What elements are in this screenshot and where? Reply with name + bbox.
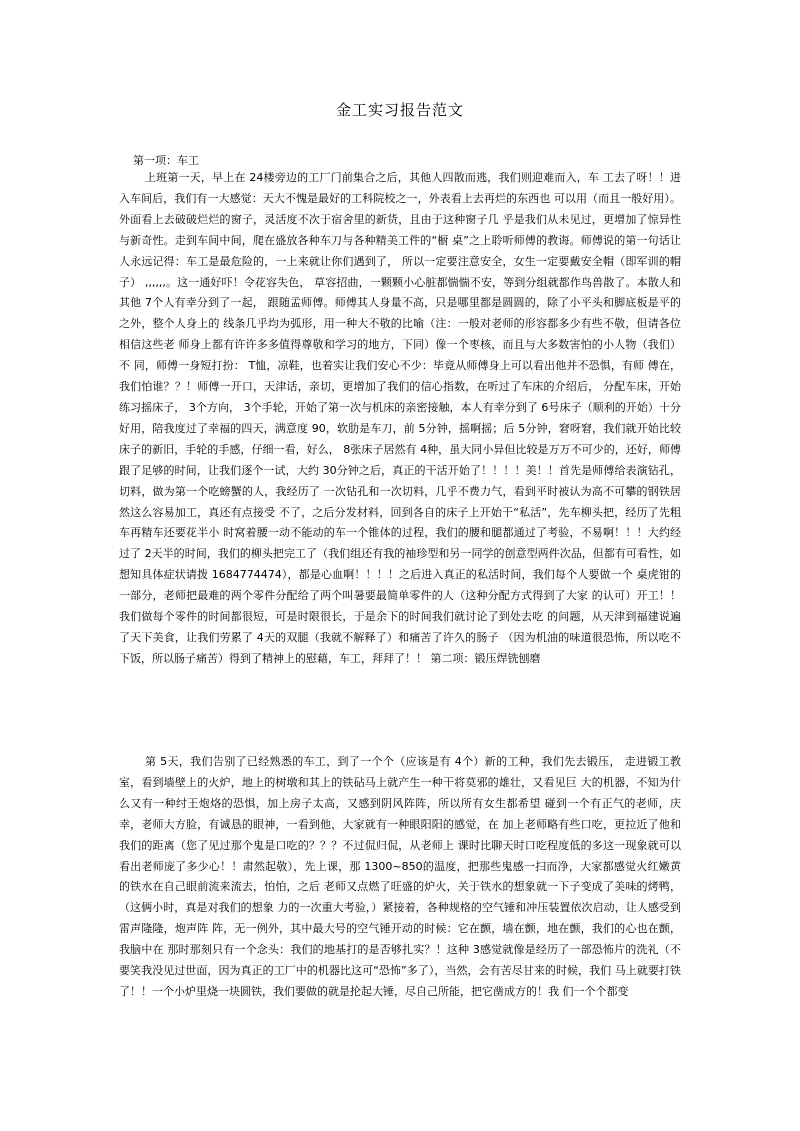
section-heading-lathe: 第一项：车工 [133, 154, 199, 167]
paragraph-forging-day5: 第 5天，我们告别了已经熟悉的车工，到了一个个（应该是有 4个）新的工种，我们先去锻压， 走进锻工教室，看到墙壁上的火炉，地上的树墩和其上的铁砧马上就产生一种干将莫邪的雄壮，又看见巨 大的机器，不知为什么又有一种纣王炮烙的恐惧，加上房子太高，又感到阴风阵阵，所以所有女生都希望 碰到一个有正气的老师，庆幸，老师大方脸，有诚恳的眼神，一看到他，大家就有一种眼阳阳的感觉，在 加上老师略有些口吃，更拉近了他和我们的距离（您了见过那个鬼是口吃的？？？不过侃归侃，从老师上 课时比聊天时口吃程度低的多这一现象就可以看出老师庞了多少心！！肃然起敬），先上课，那 1300~850的温度，把那些鬼感一扫而净，大家都感觉火红嫩黄的铁水在自己眼前流来流去，怕怕，之后 老师又点燃了旺盛的炉火，关于铁水的想象就一下子变成了美味的烤鸭，（这俩小时，真是对我们的想象 力的一次重大考验，）紧接着，各种规格的空气锤和冲压装置依次启动，让人感受到雷声隆隆，炮声阵 阵，无一例外，其中最大号的空气锤开动的时候：它在颤，墙在颤，地在颤，我们的心也在颤，我脑中在 那时那刻只有一个念头：我们的地基打的是否够扎实？！这种 3感觉就像是经历了一部恐怖片的洗礼（不 要笑我没见过世面，因为真正的工厂中的机器比这可“恐怖”多了），当然，会有苦尽甘来的时候，我们 马上就要打铁了！！一个小炉里烧一块圆铁，我们要做的就是抡起大锤，尽自己所能，把它凿成方的！我 们一个个都变 [119, 755, 681, 998]
paragraph-lathe-work: 上班第一天，早上在 24楼旁边的工厂门前集合之后，其他人四散而逃，我们则迎难而入，车 工去了呀！！进入车间后，我们有一大感觉：天大不愧是最好的工科院校之一，外表看上去再烂的东西也 可以用（而且一般好用）。外面看上去破破烂烂的窗子，灵活度不次于宿舍里的新货，且由于这种窗子几 乎是我们从未见过，更增加了惊异性与新奇性。走到车间中间，爬在盛放各种车刀与各种精美工件的“橱 桌”之上聆听师傅的教诲。师傅说的第一句话让人永远记得：车工是最危险的，一上来就让你们遇到了， 所以一定要注意安全，女生一定要戴安全帽（即军训的帽子） ,,,,,,。这一通好吓！令花容失色， 草容招曲，一颗颗小心脏都惴惴不安，等到分组就都作鸟兽散了。本散人和其他 7个人有幸分到了一起， 跟随孟师傅。师傅其人身量不高，只是哪里都是圆圆的，除了小平头和脚底板是平的之外，整个人身上的 线条几乎均为弧形，用一种大不敬的比喻（注：一般对老师的形容都多少有些不敬，但请各位相信这些老 师身上都有许许多多值得尊敬和学习的地方，下同）像一个枣核，而且与大多数害怕的小人物（我们）不 同，师傅一身短打扮： T恤，凉鞋，也着实让我们安心不少：毕竟从师傅身上可以看出他并不恐惧，有师 傅在，我们怕谁？？！师傅一开口，天津话，亲切，更增加了我们的信心指数，在听过了车床的介绍后， 分配车床，开始练习摇床子， 3个方向， 3个手轮，开始了第一次与机床的亲密接触，本人有幸分到了 6号床子（顺利的开始）十分好用，陪我度过了幸福的四天，满意度 90，软肋是车刀，前 5分钟，摇啊摇；后 5分钟，窘呀窘，我们就开始比较床子的新旧，手轮的手感，仔细一看，好么， 8张床子居然有 4种，虽大同小异但比较是万万不可少的，还好，师傅跟了足够的时间，让我们逐个一试，大约 30分钟之后，真正的干活开始了！！！！美！！首先是师傅给表演钻孔，切料，做为第一个吃螃蟹的人，我经历了 一次钻孔和一次切料，几乎不费力气，看到平时被认为高不可攀的钢铁居然这么容易加工，真还有点接受 不了，之后分发材料，回到各自的床子上开始干“私活”，先车柳头把，经历了先粗车再精车还要花半小 时窝着腰一动不能动的车一个锥体的过程，我们的腰和腿都通过了考验，不易啊！！！大约经过了 2天半的时间，我们的柳头把完工了（我们组还有我的袖珍型和另一同学的创意型两件次品，但都有可看性，如 想知具体症状请拨 1684774474），都是心血啊！！！！之后进入真正的私活时间，我们每个人要做一个 桌虎钳的一部分，老师把最难的两个零件分配给了两个叫暑要最简单零件的人（这种分配方式得到了大家 的认可）开工！！我们做每个零件的时间都很短，可是时限很长，于是余下的时间我们就讨论了到处去吃 的问题，从天津到福建说遍了天下美食，让我们劳累了 4天的双腿（我就不解释了）和痛苦了许久的肠子 （因为机油的味道很恐怖，所以吃不下饭，所以肠子痛苦）得到了精神上的慰藉，车工，拜拜了！！ 第二项：锻压焊铣刨磨 [119, 171, 681, 665]
document-title: 金工实习报告范文 [335, 101, 464, 119]
